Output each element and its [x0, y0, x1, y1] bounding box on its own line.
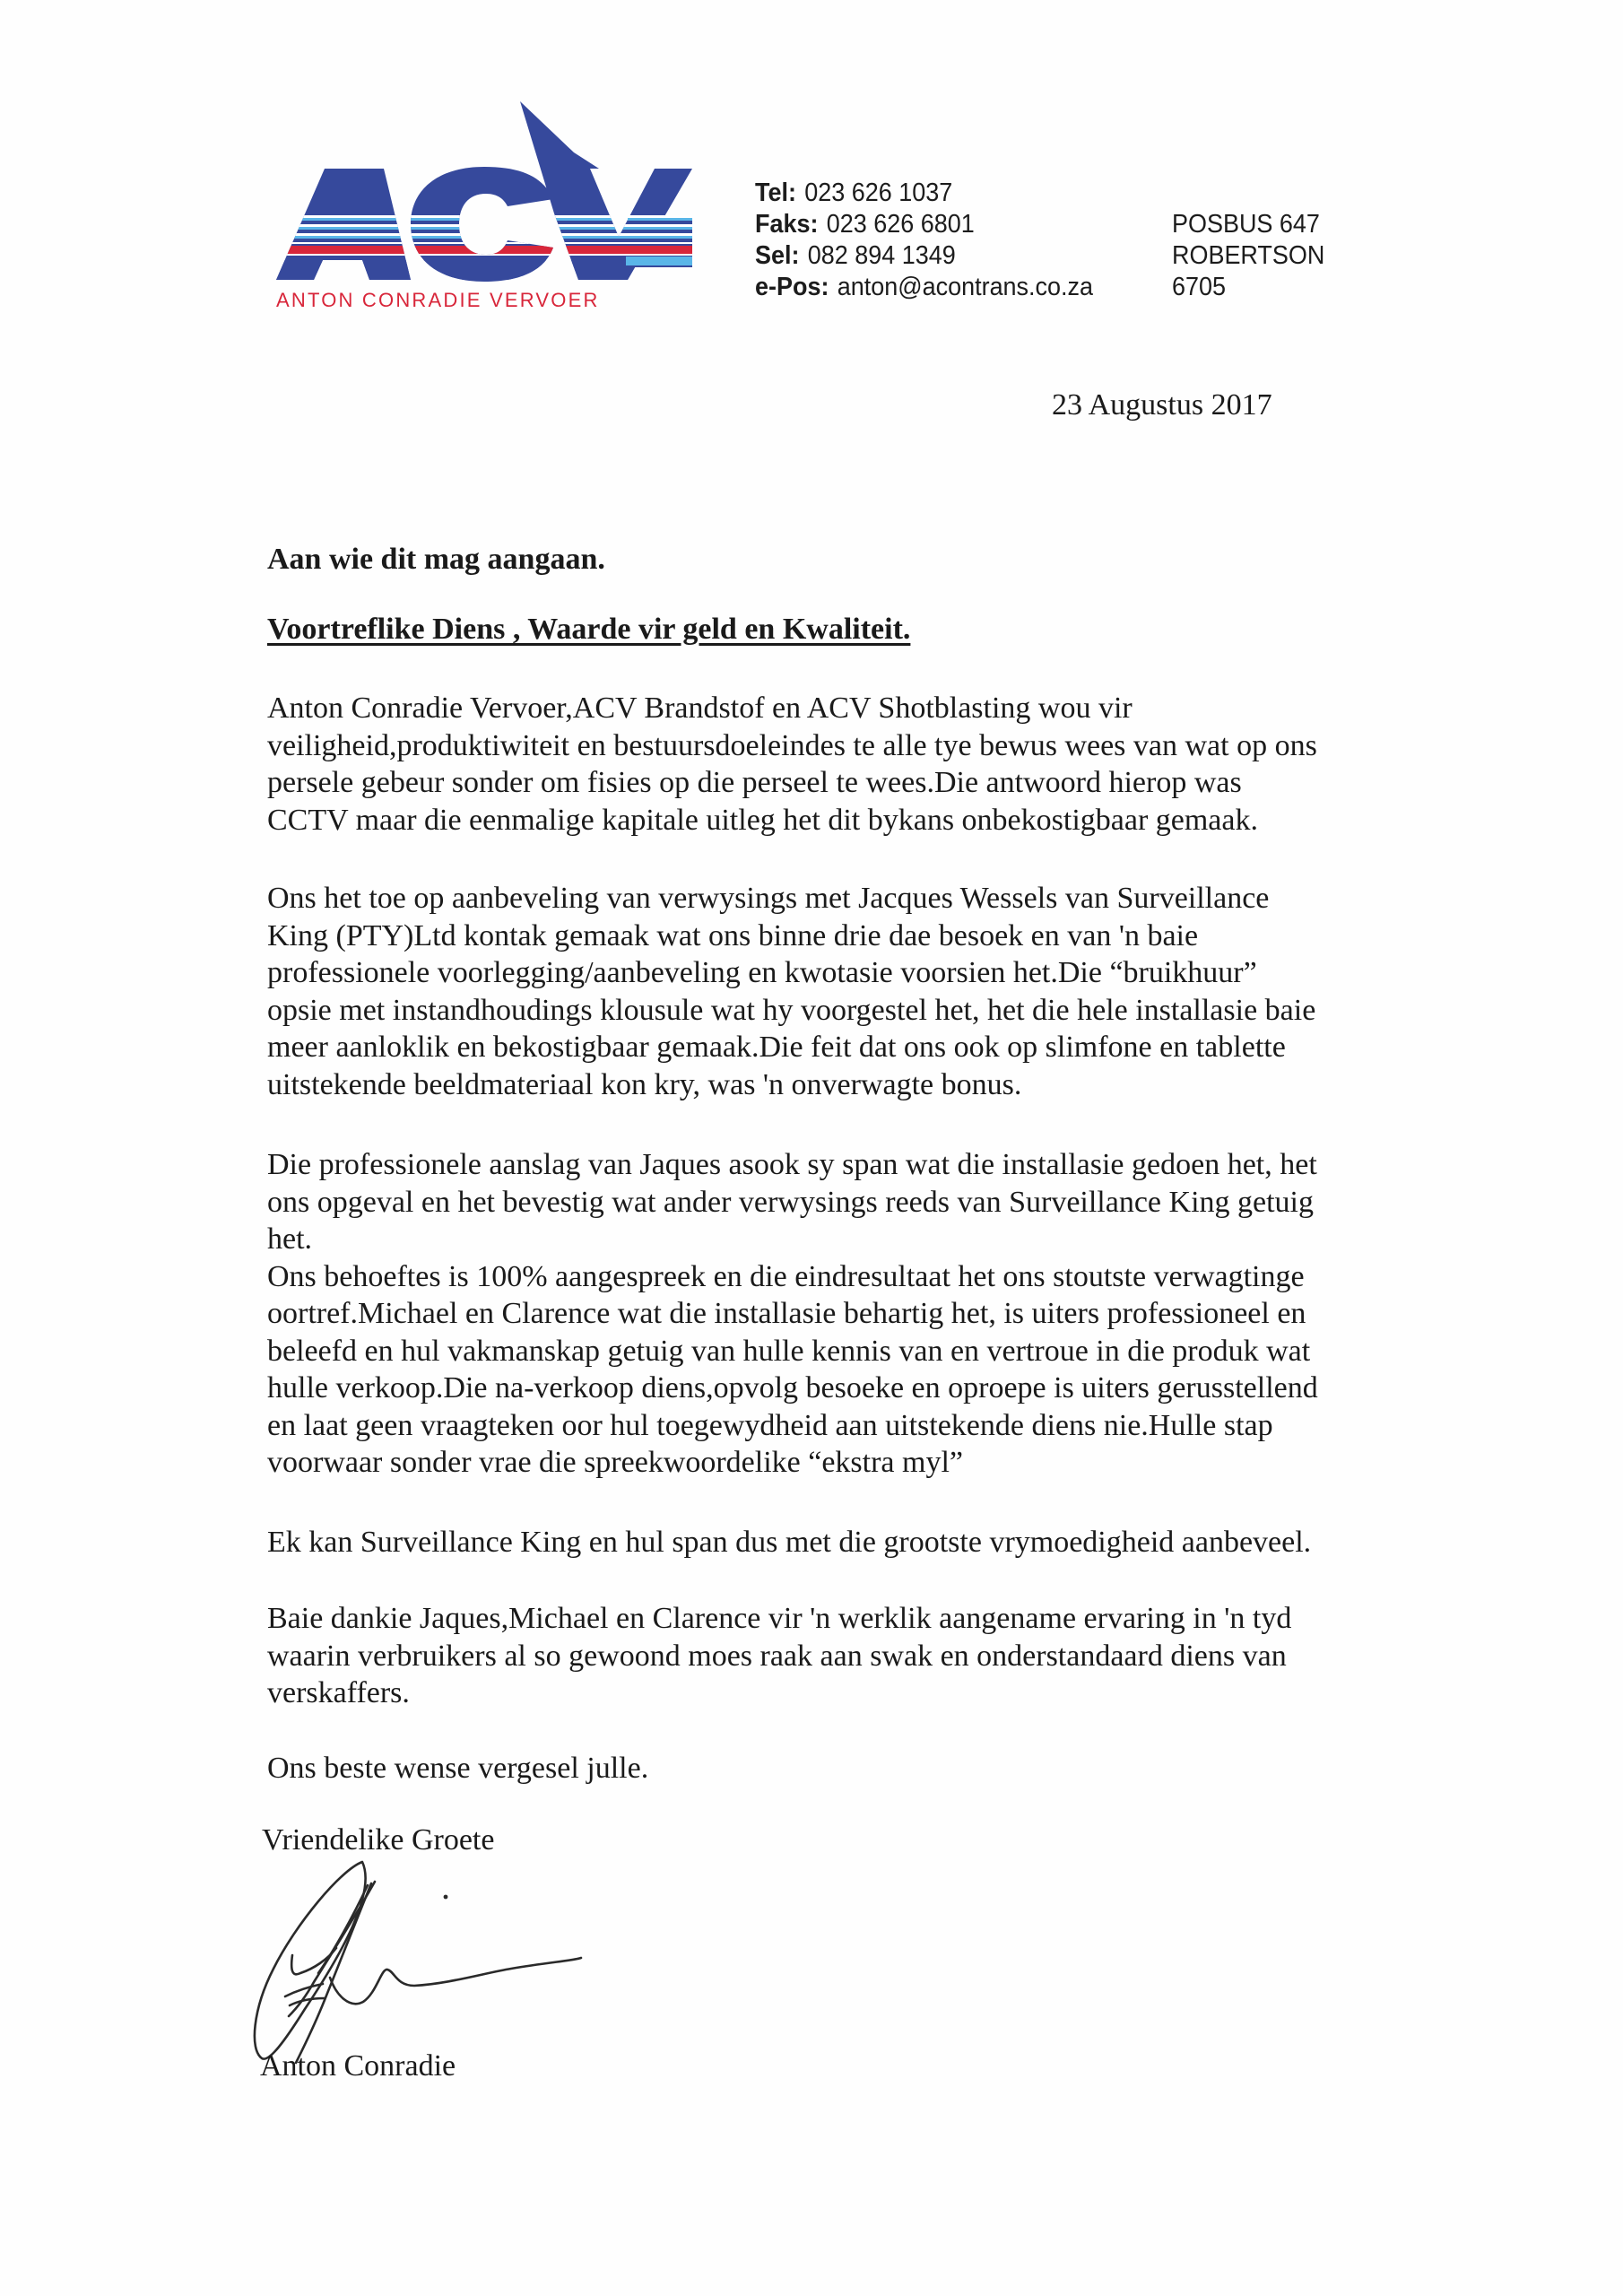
logo-company-name: ANTON CONRADIE VERVOER: [276, 289, 600, 311]
paragraph-6: [267, 1750, 648, 1787]
text-line: beleefd en hul vakmanskap getuig van hulle kennis van en vertroue in die produk wat: [267, 1334, 1311, 1368]
text-line: verskaffers.: [267, 1676, 410, 1709]
text-line: waarin verbruikers al so gewoond moes raak aan swak en onderstandaard diens van: [267, 1639, 1287, 1673]
text-line: hulle verkoop.Die na-verkoop diens,opvolg besoeke en oproepe is uiters gerusstellend: [267, 1371, 1318, 1405]
text-line: opsie met instandhoudings klousule wat hy voorgestel het, het die hele installasie baie: [267, 993, 1316, 1027]
text-line: veiligheid,produktiwiteit en bestuursdoeleindes te alle tye bewus wees van wat op ons: [267, 728, 1317, 762]
letter-date: 23 Augustus 2017: [1052, 388, 1272, 422]
text-line: en laat geen vraagteken oor hul toegewydheid aan uitstekende diens nie.Hulle stap: [267, 1408, 1273, 1442]
text-line: het.: [267, 1222, 313, 1256]
text-line: ons opgeval en het bevestig wat ander verwysings reeds van Surveillance King getuig: [267, 1185, 1315, 1219]
text-line: Ons beste wense vergesel julle.: [267, 1752, 649, 1785]
contact-details: [755, 178, 1093, 303]
contact-fax: Faks: 023 626 6801: [755, 210, 975, 239]
contact-phone: Tel: 023 626 1037: [755, 178, 953, 207]
paragraph-3: [267, 1146, 1318, 1482]
text-line: Baie dankie Jaques,Michael en Clarence vir 'n werklik aangename ervaring in 'n tyd: [267, 1602, 1292, 1635]
handwritten-signature-icon: [242, 1848, 619, 2081]
text-line: CCTV maar die eenmalige kapitale uitleg het dit bykans onbekostigbaar gemaak.: [267, 803, 1258, 837]
text-line: persele gebeur sonder om fisies op die perseel te wees.Die antwoord hierop was: [267, 766, 1242, 799]
text-line: Ons het toe op aanbeveling van verwysings met Jacques Wessels van Surveillance: [267, 882, 1270, 915]
text-line: uitstekende beeldmateriaal kon kry, was 'n onverwagte bonus.: [267, 1067, 1022, 1101]
paragraph-5: [267, 1600, 1291, 1712]
address-line: ROBERTSON: [1172, 241, 1325, 270]
acv-logo: [269, 90, 717, 323]
text-line: meer aanloklik en bekostigbaar gemaak.Die feit dat ons ook op slimfone en tablette: [267, 1031, 1286, 1064]
subject-heading: Voortreflike Diens , Waarde vir geld en Kwaliteit.: [267, 613, 911, 646]
text-line: professionele voorlegging/aanbeveling en kwotasie voorsien het.Die “bruikhuur”: [267, 956, 1257, 989]
text-line: oortref.Michael en Clarence wat die installasie behartig het, is uiters professioneel en: [267, 1297, 1306, 1330]
text-line: King (PTY)Ltd kontak gemaak wat ons binne drie dae besoek en van 'n baie: [267, 918, 1199, 952]
contact-email[interactable]: e-Pos: anton@acontrans.co.za: [755, 273, 1094, 301]
signature-dot: [444, 1895, 448, 1900]
address-line: POSBUS 647: [1172, 210, 1320, 239]
salutation: Aan wie dit mag aangaan.: [267, 543, 605, 576]
text-line: voorwaar sonder vrae die spreekwoordelike “ekstra myl”: [267, 1446, 964, 1479]
acv-logo-mark-icon: [269, 90, 717, 287]
closing: Vriendelike Groete: [262, 1823, 495, 1857]
contact-cell: Sel: 082 894 1349: [755, 241, 956, 270]
address-line: 6705: [1172, 273, 1226, 301]
signatory-name: Anton Conradie: [260, 2049, 456, 2083]
postal-address: [1172, 209, 1324, 303]
paragraph-2: [267, 880, 1315, 1103]
text-line: Ek kan Surveillance King en hul span dus met die grootste vrymoedigheid aanbeveel.: [267, 1526, 1312, 1559]
text-line: Die professionele aanslag van Jaques asook sy span wat die installasie gedoen het, het: [267, 1148, 1317, 1181]
paragraph-1: [267, 690, 1317, 839]
text-line: Ons behoeftes is 100% aangespreek en die eindresultaat het ons stoutste verwagtinge: [267, 1259, 1305, 1293]
text-line: Anton Conradie Vervoer,ACV Brandstof en ACV Shotblasting wou vir: [267, 691, 1133, 725]
paragraph-4: [267, 1524, 1311, 1561]
